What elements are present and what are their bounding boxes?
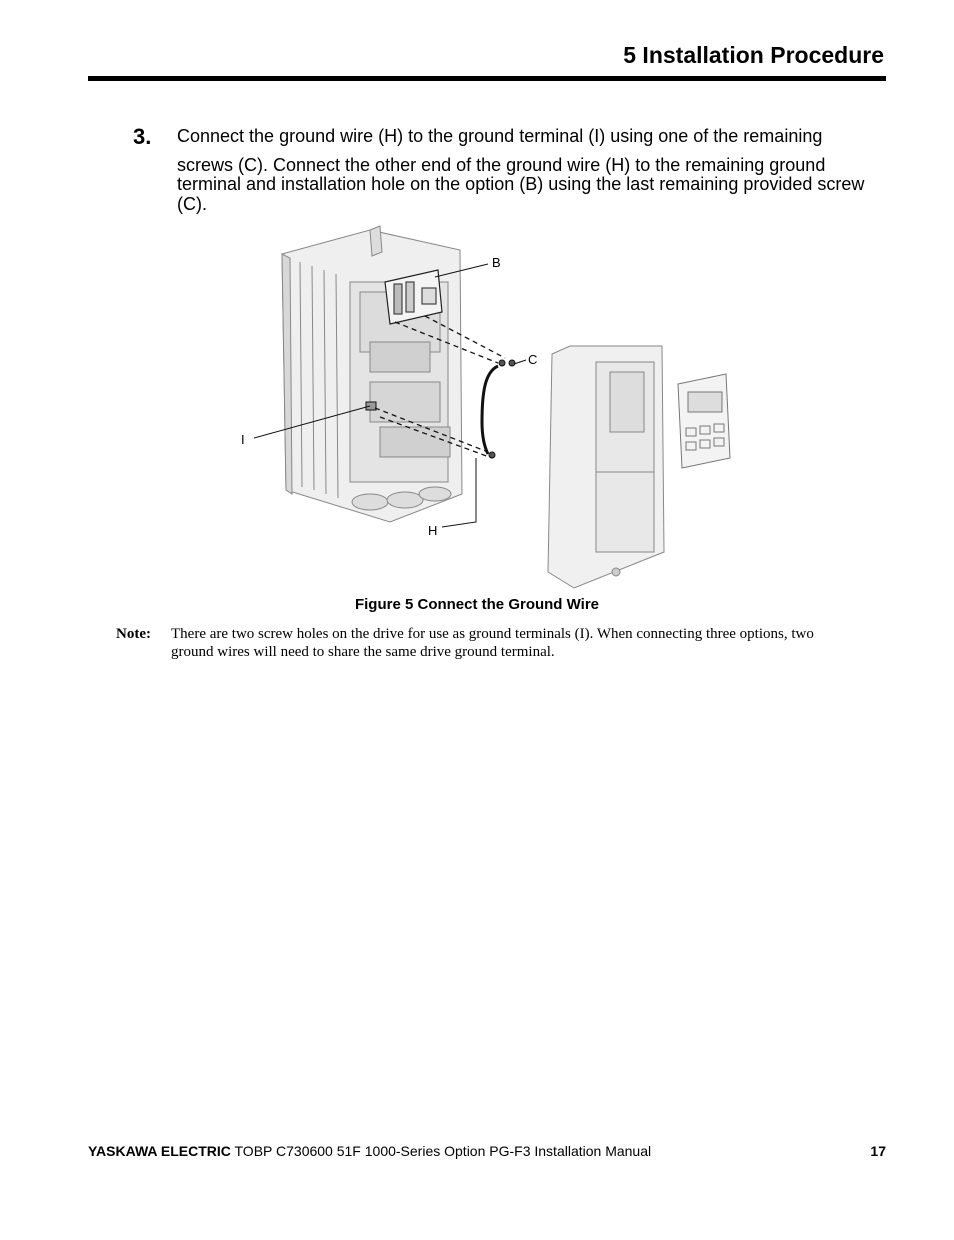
callout-c: C bbox=[528, 352, 538, 367]
step-number: 3. bbox=[133, 124, 152, 149]
step-text-rest: screws (C). Connect the other end of the ground wire (H) to the remaining ground terminal and installation hole on the option (B) using the last remaining provided screw (C). bbox=[177, 154, 865, 214]
footer-doc-title bbox=[88, 1143, 651, 1159]
header-rule bbox=[88, 76, 886, 81]
ground-wire-h bbox=[482, 366, 498, 454]
keypad-illustration bbox=[678, 374, 730, 468]
callout-h: H bbox=[428, 523, 438, 538]
callout-b: B bbox=[492, 255, 501, 270]
step-text bbox=[177, 127, 877, 214]
ground-wire-figure bbox=[230, 222, 750, 592]
note-label: Note: bbox=[116, 626, 151, 642]
note-text: There are two screw holes on the drive for use as ground terminals (I). When connecting three options, two ground wires will need to share the same drive ground terminal. bbox=[171, 626, 814, 660]
figure-caption: Figure 5 Connect the Ground Wire bbox=[354, 596, 600, 613]
callout-i: I bbox=[241, 432, 245, 447]
front-cover-illustration bbox=[548, 346, 664, 588]
step-text-line1: Connect the ground wire (H) to the ground terminal (I) using one of the remaining bbox=[177, 126, 823, 146]
section-title: 5 Installation Procedure bbox=[623, 42, 884, 68]
footer-doc: TOBP C730600 51F 1000-Series Option PG-F3 Installation Manual bbox=[230, 1143, 652, 1159]
ground-terminal-i bbox=[366, 402, 376, 410]
page-number: 17 bbox=[870, 1143, 886, 1159]
screws-c bbox=[489, 360, 515, 458]
footer-brand: YASKAWA ELECTRIC bbox=[88, 1143, 231, 1159]
